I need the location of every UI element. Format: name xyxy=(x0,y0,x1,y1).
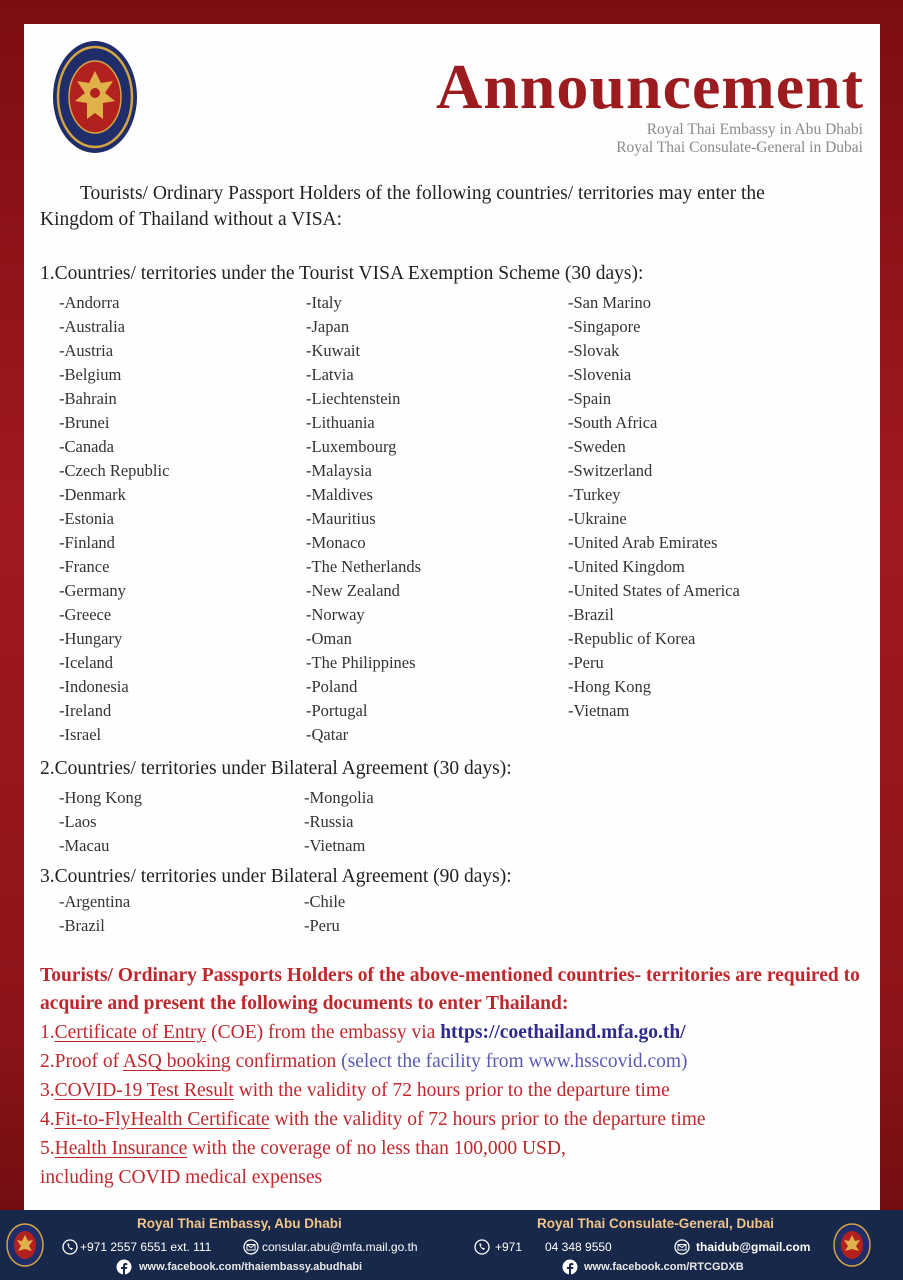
country-item: -Greece xyxy=(59,605,112,624)
phone-icon xyxy=(474,1239,490,1255)
country-item: -Slovenia xyxy=(568,365,632,384)
requirement-term: ASQ booking xyxy=(122,1051,231,1072)
country-item: -Spain xyxy=(568,389,612,408)
requirement-text: including COVID medical expenses xyxy=(40,1167,323,1188)
facebook-icon xyxy=(116,1259,132,1275)
country-item: -Indonesia xyxy=(59,677,129,696)
country-item: -South Africa xyxy=(568,413,658,432)
footer-embassy-email[interactable]: consular.abu@mfa.mail.go.th xyxy=(262,1240,418,1254)
country-item: -Austria xyxy=(59,341,114,360)
requirements-list xyxy=(40,1018,706,1192)
country-item: -Brunei xyxy=(59,413,110,432)
footer-embassy-phone[interactable]: +971 2557 6551 ext. 111 xyxy=(80,1240,212,1254)
email-icon xyxy=(243,1239,259,1255)
section-2-heading: 2.Countries/ territories under Bilateral Agreement (30 days): xyxy=(40,758,512,779)
requirement-text: with the validity of 72 hours prior to the departure time xyxy=(233,1080,670,1101)
subtitle-embassy: Royal Thai Embassy in Abu Dhabi xyxy=(646,121,863,138)
country-item: -Malaysia xyxy=(306,461,372,480)
requirement-item-3 xyxy=(40,1076,706,1105)
country-item: -Belgium xyxy=(59,365,122,384)
section-2-column-1 xyxy=(59,786,142,858)
country-item: -Italy xyxy=(306,293,342,312)
country-item: -Germany xyxy=(59,581,126,600)
country-item: -Israel xyxy=(59,725,102,744)
country-item: -San Marino xyxy=(568,293,651,312)
country-item: -Australia xyxy=(59,317,125,336)
country-item: -Portugal xyxy=(306,701,368,720)
country-item: -Qatar xyxy=(306,725,349,744)
country-item: -Chile xyxy=(304,892,346,911)
country-item: -Liechtenstein xyxy=(306,389,401,408)
country-item: -Monaco xyxy=(306,533,366,552)
section-3-column-2 xyxy=(304,890,345,938)
requirement-item-4 xyxy=(40,1105,706,1134)
country-item: -Hong Kong xyxy=(59,788,142,807)
country-item: -Finland xyxy=(59,533,115,552)
country-item: -Russia xyxy=(304,812,354,831)
country-item: -The Philippines xyxy=(306,653,416,672)
country-item: -United Arab Emirates xyxy=(568,533,718,552)
country-item: -The Netherlands xyxy=(306,557,421,576)
section-1-column-2 xyxy=(306,291,421,747)
country-item: -Estonia xyxy=(59,509,114,528)
country-item: -Slovak xyxy=(568,341,620,360)
requirement-text: with the coverage of no less than 100,000 USD, xyxy=(187,1138,566,1159)
requirements-heading: Tourists/ Ordinary Passports Holders of the above-mentioned countries- territories are required to acquire and present the following documents to enter Thailand: xyxy=(40,965,860,1014)
page-title: Announcement xyxy=(435,51,864,122)
country-item: -Laos xyxy=(59,812,97,831)
country-item: -Canada xyxy=(59,437,114,456)
country-item: -Vietnam xyxy=(304,836,366,855)
requirement-item-2 xyxy=(40,1047,706,1076)
hsscovid-note: (select the facility from www.hsscovid.com) xyxy=(341,1051,688,1072)
country-item: -United Kingdom xyxy=(568,557,685,576)
country-item: -Oman xyxy=(306,629,352,648)
country-item: -France xyxy=(59,557,110,576)
requirement-text: with the validity of 72 hours prior to the departure time xyxy=(269,1109,706,1130)
requirement-term: Health Insurance xyxy=(54,1138,188,1159)
country-item: -Mauritius xyxy=(306,509,376,528)
country-item: -New Zealand xyxy=(306,581,400,600)
country-item: -Latvia xyxy=(306,365,354,384)
country-item: -Bahrain xyxy=(59,389,117,408)
country-item: -Vietnam xyxy=(568,701,630,720)
embassy-seal-icon xyxy=(833,1223,871,1267)
country-item: -Denmark xyxy=(59,485,126,504)
section-3-column-1 xyxy=(59,890,130,938)
requirement-item-5 xyxy=(40,1134,706,1163)
contact-footer xyxy=(0,1210,903,1280)
section-1-column-3 xyxy=(568,291,740,723)
country-item: -Switzerland xyxy=(568,461,653,480)
section-2-column-2 xyxy=(304,786,374,858)
footer-embassy-title: Royal Thai Embassy, Abu Dhabi xyxy=(137,1216,342,1231)
country-item: -Peru xyxy=(568,653,604,672)
email-icon xyxy=(674,1239,690,1255)
country-item: -United States of America xyxy=(568,581,740,600)
country-item: -Japan xyxy=(306,317,350,336)
country-item: -Ukraine xyxy=(568,509,627,528)
subtitle-consulate: Royal Thai Consulate-General in Dubai xyxy=(616,139,863,156)
country-item: -Kuwait xyxy=(306,341,361,360)
country-item: -Lithuania xyxy=(306,413,375,432)
requirement-item-5-continued xyxy=(40,1163,706,1192)
country-item: -Singapore xyxy=(568,317,641,336)
requirement-text: Proof of xyxy=(54,1051,123,1072)
country-item: -Andorra xyxy=(59,293,120,312)
facebook-icon xyxy=(562,1259,578,1275)
country-item: -Macau xyxy=(59,836,110,855)
country-item: -Republic of Korea xyxy=(568,629,696,648)
requirement-term: Fit-to-FlyHealth Certificate xyxy=(54,1109,270,1130)
country-item: -Iceland xyxy=(59,653,114,672)
footer-consulate-facebook[interactable]: www.facebook.com/RTCGDXB xyxy=(584,1261,744,1273)
footer-consulate-phone[interactable]: 04 348 9550 xyxy=(545,1240,612,1254)
country-item: -Maldives xyxy=(306,485,373,504)
embassy-seal-icon xyxy=(6,1223,44,1267)
section-1-column-1 xyxy=(59,291,169,747)
country-item: -Ireland xyxy=(59,701,112,720)
country-item: -Luxembourg xyxy=(306,437,397,456)
country-item: -Brazil xyxy=(59,916,105,935)
intro-text: Tourists/ Ordinary Passport Holders of the following countries/ territories may enter the Kingdom of Thailand without a VISA: xyxy=(40,183,765,230)
announcement-paper xyxy=(24,24,880,1210)
requirement-number: 4. xyxy=(40,1109,55,1130)
embassy-seal-icon xyxy=(51,39,139,155)
country-item: -Norway xyxy=(306,605,365,624)
requirement-number: 2. xyxy=(40,1051,55,1072)
section-1-heading: 1.Countries/ territories under the Tourist VISA Exemption Scheme (30 days): xyxy=(40,263,644,284)
country-item: -Hong Kong xyxy=(568,677,651,696)
country-item: -Czech Republic xyxy=(59,461,170,480)
coe-link[interactable]: https://coethailand.mfa.go.th/ xyxy=(440,1022,686,1043)
phone-icon xyxy=(62,1239,78,1255)
section-3-heading: 3.Countries/ territories under Bilateral Agreement (90 days): xyxy=(40,866,512,887)
footer-embassy-facebook[interactable]: www.facebook.com/thaiembassy.abudhabi xyxy=(139,1261,363,1273)
country-item: -Hungary xyxy=(59,629,123,648)
requirement-item-1 xyxy=(40,1018,706,1047)
country-item: -Poland xyxy=(306,677,358,696)
country-item: -Brazil xyxy=(568,605,614,624)
requirement-text: (COE) from the embassy via xyxy=(206,1022,441,1043)
requirement-term: COVID-19 Test Result xyxy=(54,1080,234,1101)
requirement-number: 3. xyxy=(40,1080,55,1101)
country-item: -Sweden xyxy=(568,437,626,456)
country-item: -Turkey xyxy=(568,485,621,504)
requirement-number: 5. xyxy=(40,1138,55,1159)
country-item: -Peru xyxy=(304,916,340,935)
country-item: -Mongolia xyxy=(304,788,374,807)
footer-consulate-email[interactable]: thaidub@gmail.com xyxy=(696,1240,811,1254)
requirement-text: confirmation xyxy=(230,1051,342,1072)
requirement-number: 1. xyxy=(40,1022,55,1043)
requirement-term: Certificate of Entry xyxy=(54,1022,207,1043)
country-item: -Argentina xyxy=(59,892,131,911)
footer-consulate-title: Royal Thai Consulate-General, Dubai xyxy=(537,1216,775,1231)
footer-consulate-phone-code: +971 xyxy=(495,1240,523,1254)
